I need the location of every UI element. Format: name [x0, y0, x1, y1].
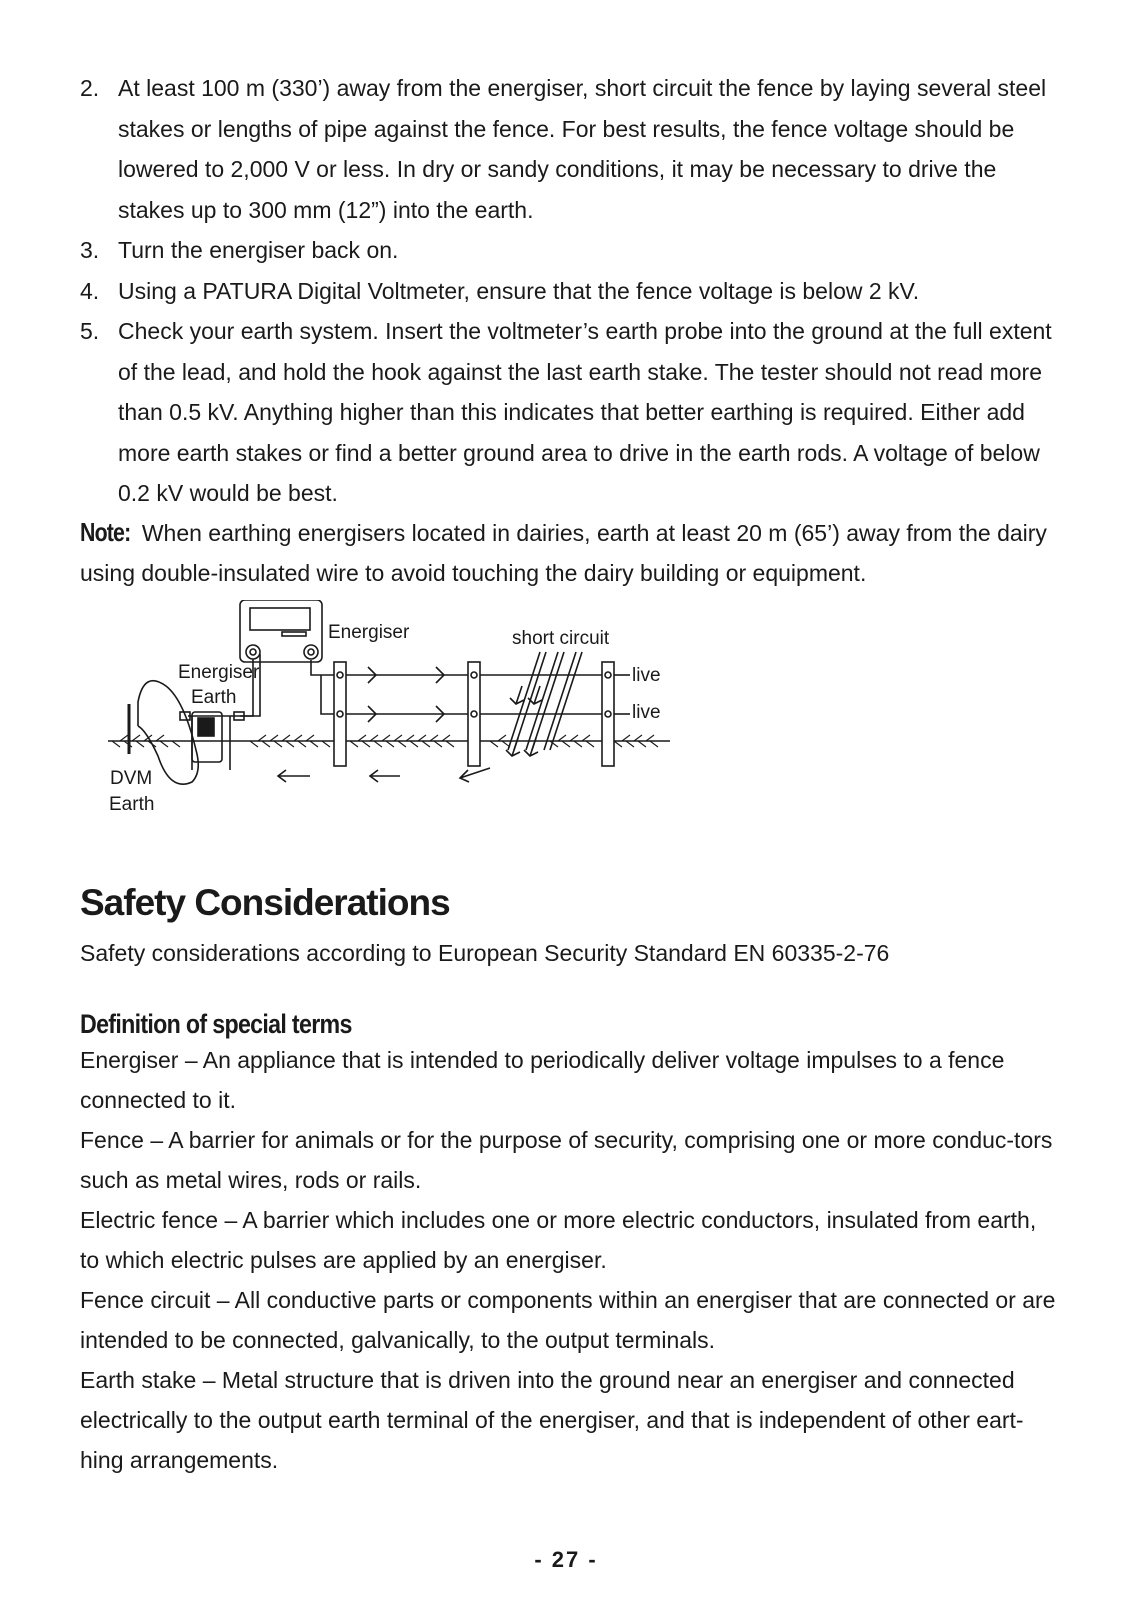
- step-number: 5.: [80, 318, 100, 344]
- step-number: 3.: [80, 237, 100, 263]
- note-paragraph: [80, 512, 1060, 593]
- energiser-display: [250, 608, 310, 630]
- note-label: Note:: [80, 517, 131, 547]
- step-text: Check your earth system. Insert the voltmeter’s earth probe into the ground at the full extent of the lead, and hold the hook against the last earth stake. The tester should not read more than 0.5 kV. Anything higher than this indicates that better earthing is required. Either add more earth stakes or find a better ground area to drive in the earth rods. A voltage of below 0.2 kV would be best.: [118, 318, 1052, 506]
- step-item: [80, 271, 1060, 312]
- earth-test-diagram: [100, 600, 700, 840]
- page-number: - 27 -: [534, 1547, 598, 1572]
- step-item: [80, 311, 1060, 514]
- dvm-earth-label: Earth: [109, 794, 155, 815]
- note-text: When earthing energisers located in dairies, earth at least 20 m (65’) away from the dairy using double-insulated wire to avoid touching the dairy building or equipment.: [80, 520, 1047, 586]
- step-text: Turn the energiser back on.: [118, 237, 399, 263]
- procedure-steps: [80, 68, 1060, 514]
- live-label: live: [632, 702, 661, 723]
- definitions-heading: Definition of special terms: [80, 1009, 352, 1039]
- live-label: live: [632, 665, 661, 686]
- definition-item: Electric fence – A barrier which includes one or more electric conductors, insulated from earth, to which electric pulses are applied by an energiser.: [80, 1207, 1037, 1273]
- step-item: [80, 68, 1060, 230]
- definition-item: Earth stake – Metal structure that is driven into the ground near an energiser and connected electrically to the output earth terminal of the energiser, and that is independent of other eart-hing arrangements.: [80, 1367, 1024, 1473]
- return-arrow: [460, 768, 490, 782]
- energiser-buttons: [282, 632, 306, 636]
- definition-item: Energiser – An appliance that is intended to periodically deliver voltage impulses to a fence connected to it.: [80, 1047, 1005, 1113]
- short-circuit-label: short circuit: [512, 628, 610, 649]
- return-arrow: [278, 770, 310, 782]
- dvm-earth-label: DVM: [110, 768, 153, 789]
- step-text: Using a PATURA Digital Voltmeter, ensure that the fence voltage is below 2 kV.: [118, 277, 920, 304]
- step-number: 2.: [80, 75, 100, 101]
- definition-item: Fence circuit – All conductive parts or components within an energiser that are connected or are intended to be connected, galvanically, to the output terminals.: [80, 1287, 1056, 1353]
- step-text: At least 100 m (330’) away from the energiser, short circuit the fence by laying several steel stakes or lengths of pipe against the fence. For best results, the fence voltage should be lowered to 2,000 V or less. In dry or sandy conditions, it may be necessary to drive the stakes up to 300 mm (12”) into the earth.: [118, 75, 1047, 223]
- energiser-label: Energiser: [328, 622, 410, 643]
- energiser-earth-label: Earth: [191, 687, 237, 708]
- fence-terminal: [304, 645, 318, 659]
- section-title: Safety Considerations: [80, 882, 450, 923]
- definition-item: Fence – A barrier for animals or for the purpose of security, comprising one or more conduc-tors such as metal wires, rods or rails.: [80, 1127, 1053, 1193]
- energiser-earth-label: Energiser: [178, 662, 260, 683]
- section-subtitle: Safety considerations according to European Security Standard EN 60335-2-76: [80, 940, 890, 966]
- earth-terminal: [246, 645, 260, 659]
- step-number: 4.: [80, 277, 100, 304]
- step-item: [80, 230, 1060, 271]
- return-arrow: [370, 770, 400, 782]
- current-arrow: [510, 686, 524, 704]
- definitions-list: [80, 1040, 1060, 1480]
